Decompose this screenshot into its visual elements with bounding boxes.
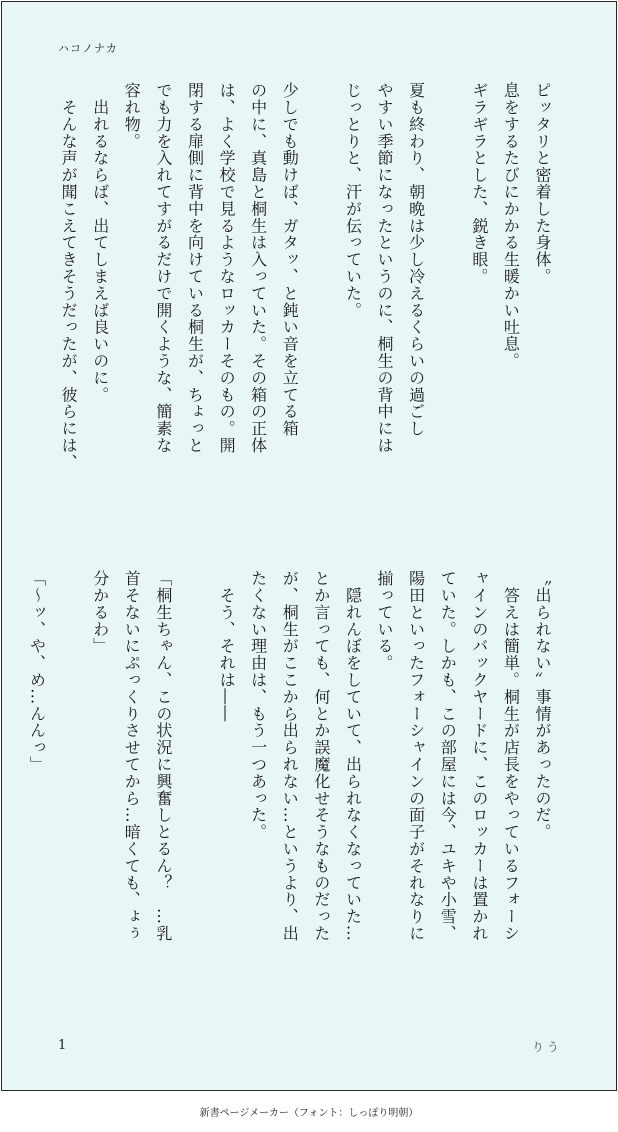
generator-caption: 新書ページメーカー（フォント：しっぽり明朝） [199, 1108, 419, 1119]
text-line: そう、それは―― [217, 570, 237, 723]
vertical-text-block-bottom [27, 570, 558, 1010]
text-line: 夏も終わり、朝晩は少し冷えるくらいの過ごし [406, 82, 426, 437]
text-line: 首そないにぷっくりさせてから…暗くても、ょぅ [122, 570, 142, 942]
text-line [53, 570, 85, 1010]
text-line: じっとりと、汗が伝っていた。 [343, 82, 363, 319]
text-line: 「桐生ちゃん、この状況に興奮しとるん？ …乳 [153, 570, 173, 942]
text-line: 容れ物。 [122, 82, 142, 150]
text-line: やすい季節になったというのに、桐生の背中には [375, 82, 395, 454]
vertical-text-block-top [52, 82, 558, 522]
text-line: 「～ッ、や、め…んんっ」 [27, 570, 47, 773]
text-line: 出れるならば、出てしまえば良いのに。 [90, 82, 110, 404]
text-line: 息をするたびにかかる生暖かい吐息。 [501, 82, 521, 370]
text-line: でも力を入れてすがるだけで開くような、簡素な [153, 82, 173, 454]
text-line: 隠れんぼをしていて、出られなくなっていた… [343, 570, 363, 942]
text-line: の中に、真島と桐生は入っていた。その箱の正体 [248, 82, 268, 454]
text-line: とか言っても、何とか誤魔化せそうなものだった [311, 570, 331, 942]
text-line: が、桐生がここから出られない…というより、出 [280, 570, 300, 942]
page-number: 1 [58, 1038, 67, 1053]
text-line [179, 570, 211, 1010]
text-line: ていた。しかも、この部屋には今、ユキや小雪、 [438, 570, 458, 942]
text-line [432, 82, 464, 522]
text-line: ャインのバックヤードに、このロッカーは置かれ [469, 570, 489, 942]
text-line: 少しでも動けば、ガタッ、と鈍い音を立てる箱 [280, 82, 300, 437]
text-line: 〝出られない〟事情があったのだ。 [533, 570, 552, 841]
text-line: そんな声が聞こえてきそうだったが、彼らには、 [59, 82, 79, 471]
text-line: は、よく学校で見るようなロッカーそのもの。開 [217, 82, 237, 454]
text-line: ピッタリと密着した身体。 [533, 82, 552, 285]
story-title: ハコノナカ [58, 42, 118, 55]
text-line: 答えは簡単。桐生が店長をやっているフォーシ [501, 570, 521, 942]
manuscript-page [1, 1, 617, 1091]
text-line [305, 82, 337, 522]
author-name: りう [531, 1040, 562, 1054]
text-line: ギラギラとした、鋭き眼。 [469, 82, 489, 285]
text-line: たくない理由は、もう一つあった。 [248, 570, 268, 841]
text-line: 分かるわ」 [90, 570, 110, 655]
text-line: 閉する扉側に背中を向けている桐生が、ちょっと [185, 82, 205, 454]
text-line: 揃っている。 [375, 570, 395, 672]
text-line: 陽田といったフォーシャインの面子がそれなりに [406, 570, 426, 942]
